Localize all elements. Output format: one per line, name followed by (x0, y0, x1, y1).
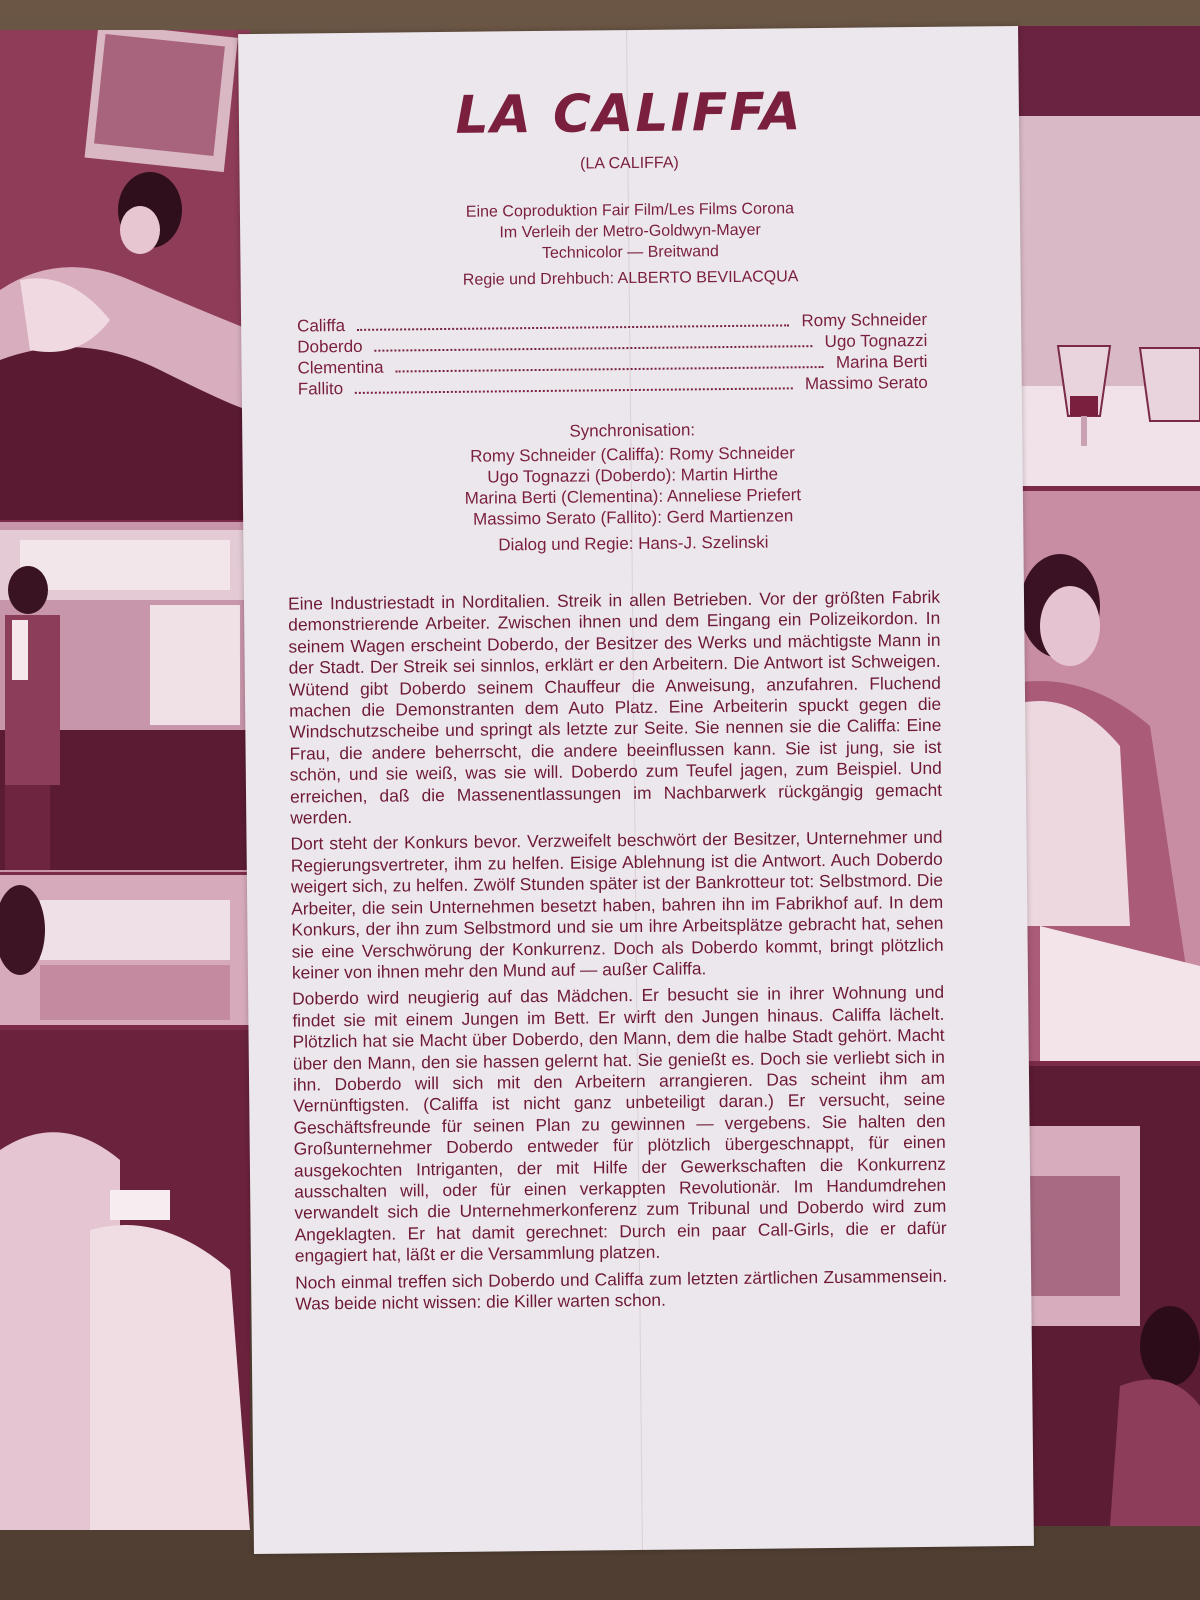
program-sheet (238, 26, 1034, 1554)
cast-actor: Marina Berti (835, 351, 928, 372)
original-title: (LA CALIFFA) (579, 154, 679, 173)
leader-dots (396, 366, 824, 372)
synopsis (288, 587, 948, 1320)
leader-dots (355, 387, 793, 394)
director-credit: Regie und Drehbuch: ALBERTO BEVILACQUA (462, 268, 799, 289)
leader-dots (357, 324, 789, 331)
synopsis-paragraph: Eine Industriestadt in Norditalien. Streik in allen Betrieben. Vor der größten Fabrik demonstrierende Arbeiter. Zwischen ihnen und dem Eingang ein Polizeikordon. In seinem Wagen erscheint Doberdo, der Besitzer des Werks und mächtigste Mann in der Stadt. Der Streik sei sinnlos, erklärt er den Arbeitern. Die Antwort ist Schweigen. Wütend gibt Doberdo seinem Chauffeur die Anweisung, anzufahren. Fluchend machen die Demonstranten dem Auto Platz. Eine Arbeiterin spuckt gegen die Windschutzscheibe und springt als letzte zur Seite. Sie nennen sie die Califfa: Eine Frau, die andere beherrscht, die andere beeinflussen kann. Sie ist jung, sie ist schön, und sie weiß, was sie will. Doberdo zum Teufel jagen, zum Beispiel. Und erreichen, daß die Massenentlassungen im Nachbarwerk rückgängig gemacht werden. (287, 586, 943, 828)
film-title: LA CALIFFA (455, 82, 803, 146)
cast-role: Doberdo (297, 336, 363, 357)
left-collage-image (0, 30, 250, 1530)
credit-line: Eine Coproduktion Fair Film/Les Films Corona (465, 200, 795, 221)
sync-line: Massimo Serato (Fallito): Gerd Martienzen (472, 506, 794, 529)
credit-line: Im Verleih der Metro-Goldwyn-Mayer (499, 221, 761, 242)
cast-actor: Massimo Serato (804, 372, 928, 394)
sync-line: Marina Berti (Clementina): Anneliese Priefert (464, 485, 802, 508)
synopsis-paragraph: Dort steht der Konkurs bevor. Verzweifelt beschwört der Besitzer, Unternehmer und Regierungsvertreter, ihm zu helfen. Eisige Ablehnung ist die Antwort. Auch Doberdo weigert sich, zu helfen. Zwölf Stunden später ist der Bankrotteur tot: Selbstmord. Die Arbeiter, die sein Unternehmen besetzt haben, bahren ihn im Fabrikhof auf. In dem Konkurs, der ihn zum Selbstmord und sie um ihre Arbeitsplätze gebracht hat, sehen sie eine Verschwörung der Konkurrenz. Doch als Doberdo kommt, bringt plötzlich keiner von ihnen mehr den Mund auf — außer Califfa. (290, 827, 944, 983)
credit-line: Technicolor — Breitwand (541, 243, 719, 262)
cast-list (297, 309, 928, 400)
leader-dots (375, 345, 813, 352)
cast-actor: Ugo Tognazzi (824, 330, 928, 351)
cast-role: Califfa (297, 316, 346, 336)
cast-role: Clementina (297, 357, 384, 378)
sync-line: Ugo Tognazzi (Doberdo): Martin Hirthe (487, 464, 779, 487)
production-credits (240, 196, 1021, 267)
synopsis-paragraph: Doberdo wird neugierig auf das Mädchen. Er besucht sie in ihrer Wohnung und findet sie mit einem Jungen im Bett. Er wirft den Jungen hinaus. Califfa lächelt. Plötzlich hat sie Macht über Doberdo, den Mann, dem die halbe Stadt gehört. Macht über den Mann, den sie hassen gelernt hat. Sie genießt es. Doch sie verliebt sich in ihn. Doberdo will sich mit den Arbeitern arrangieren. Das scheint ihm am Vernünftigsten. (Califfa ist nicht ganz unbeteiligt daran.) Er versucht, seine Geschäftsfreunde für seinen Plan zu gewinnen — vergebens. Sie halten den Großunternehmer Doberdo entweder für plötzlich übergeschnappt, für einen ausgekochten Intriganten, der mit Hilfe der Gewerkschaften die Konkurrenz ausschalten will, oder für einen verkappten Revolutionär. Im Handumdrehen verwandelt sich die Unternehmerkonferenz zum Tribunal und Doberdo wird zum Angeklagten. Er hat damit gerechnet: Durch ein paar Call-Girls, die er dafür engagiert hat, läßt er die Versammlung platzen. (292, 982, 947, 1266)
left-photo-collage (0, 30, 250, 1530)
synopsis-paragraph: Noch einmal treffen sich Doberdo und Califfa zum letzten zärtlichen Zusammensein. Was beide nicht wissen: die Killer warten schon. (295, 1265, 948, 1314)
cast-actor: Romy Schneider (801, 309, 928, 331)
sync-line: Romy Schneider (Califfa): Romy Schneider (470, 443, 795, 466)
cast-role: Fallito (297, 379, 344, 399)
dialog-credit: Dialog und Regie: Hans-J. Szelinski (498, 532, 769, 555)
sync-heading: Synchronisation: (569, 420, 696, 441)
synchronisation-credits (242, 416, 1023, 532)
